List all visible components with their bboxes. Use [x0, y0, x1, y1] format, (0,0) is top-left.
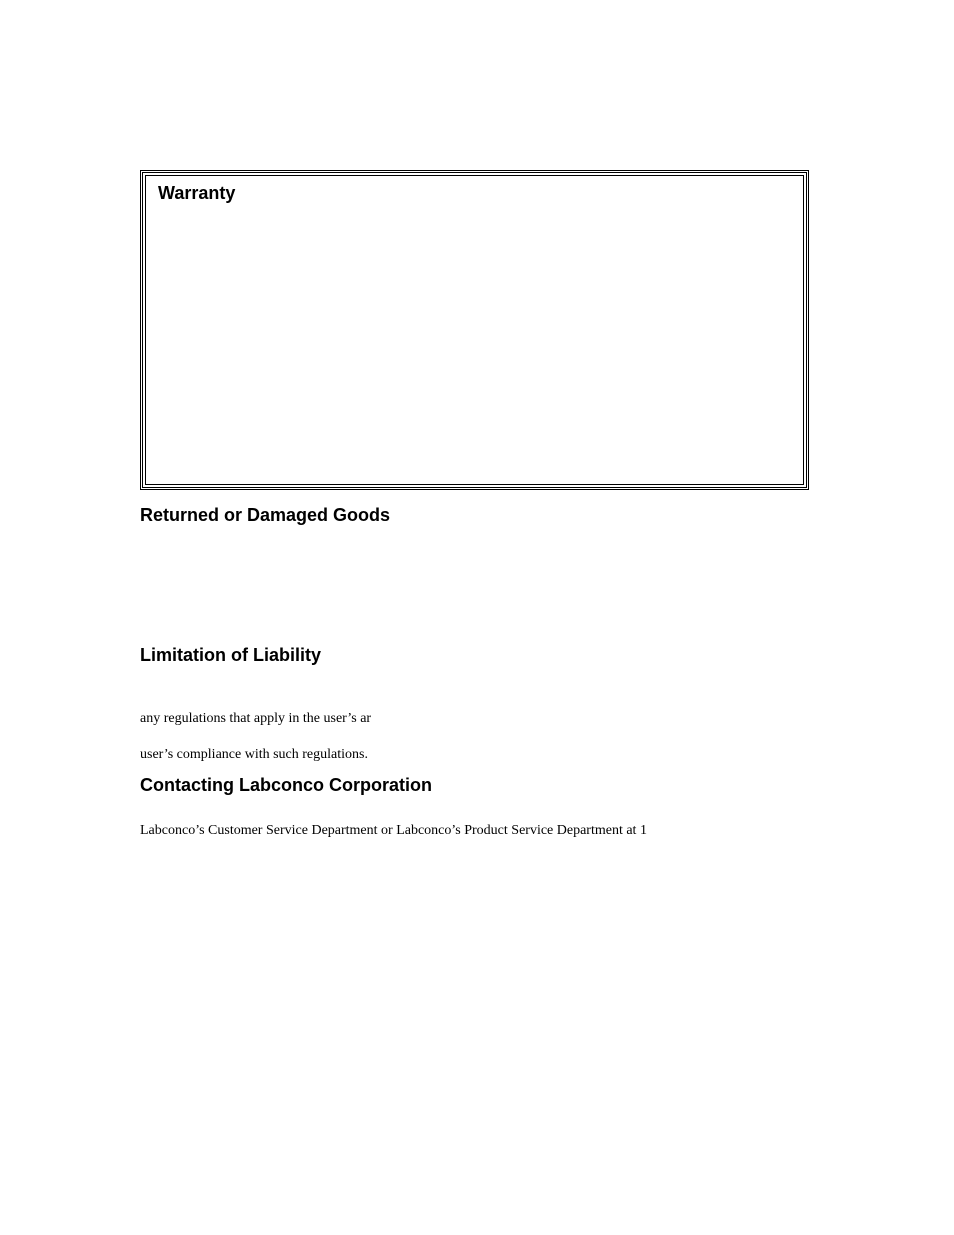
warranty-box [140, 170, 809, 490]
warranty-heading: Warranty [158, 183, 236, 203]
contact-heading: Contacting Labconco Corporation [140, 775, 432, 795]
warranty-box-inner-border [145, 175, 804, 485]
liability-heading: Limitation of Liability [140, 645, 321, 665]
liability-text-line: user’s compliance with such regulations. [140, 747, 368, 762]
contact-text-line: Labconco’s Customer Service Department or Labconco’s Product Service Department at 1 [140, 823, 647, 838]
liability-text-line: any regulations that apply in the user’s ar [140, 711, 372, 726]
returned-goods-heading: Returned or Damaged Goods [140, 505, 391, 525]
